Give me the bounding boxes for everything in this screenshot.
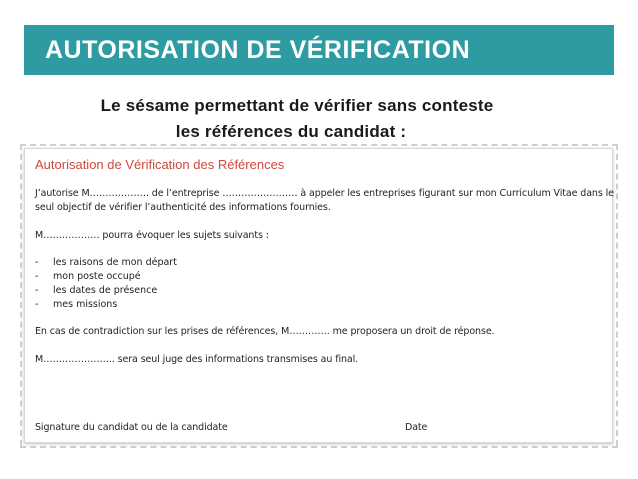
bullet-text: mes missions bbox=[53, 299, 118, 310]
date-label: Date bbox=[405, 422, 428, 433]
authorization-form bbox=[24, 148, 613, 443]
bullet-text: les raisons de mon départ bbox=[53, 257, 177, 268]
bullet-text: les dates de présence bbox=[53, 285, 158, 296]
bullet-item bbox=[35, 257, 177, 268]
bullet-item bbox=[35, 285, 157, 296]
paragraph-1-line-1: J’autorise M………………. de l’entreprise …………………… à appeler les entreprises figurant sur mon Curriculum Vitae dans le bbox=[35, 188, 614, 199]
paragraph-3: En cas de contradiction sur les prises de références, M…………. me proposera un droit de réponse. bbox=[35, 326, 495, 337]
bullet-text: mon poste occupé bbox=[53, 271, 141, 282]
bullet-item bbox=[35, 271, 141, 282]
dashed-divider-top bbox=[20, 144, 618, 146]
dashed-divider-right bbox=[616, 144, 618, 446]
subtitle bbox=[0, 93, 638, 145]
signature-label: Signature du candidat ou de la candidate bbox=[35, 422, 228, 433]
page-title: AUTORISATION DE VÉRIFICATION bbox=[45, 35, 471, 64]
dashed-divider-left bbox=[20, 144, 22, 446]
form-title: Autorisation de Vérification des Références bbox=[35, 157, 285, 172]
title-banner bbox=[24, 25, 614, 75]
bullet-item bbox=[35, 299, 117, 310]
bullet-marker: - bbox=[35, 285, 39, 296]
paragraph-4: M………………….. sera seul juge des informations transmises au final. bbox=[35, 354, 359, 365]
dashed-divider-bottom bbox=[20, 446, 618, 448]
bullet-marker: - bbox=[35, 257, 39, 268]
subtitle-line-1: Le sésame permettant de vérifier sans conteste bbox=[100, 96, 494, 115]
bullet-marker: - bbox=[35, 299, 39, 310]
paragraph-2: M……………… pourra évoquer les sujets suivants : bbox=[35, 230, 269, 241]
paragraph-1-line-2: seul objectif de vérifier l’authenticité des informations fournies. bbox=[35, 202, 331, 213]
subtitle-line-2: les références du candidat : bbox=[175, 122, 407, 141]
bullet-marker: - bbox=[35, 271, 39, 282]
